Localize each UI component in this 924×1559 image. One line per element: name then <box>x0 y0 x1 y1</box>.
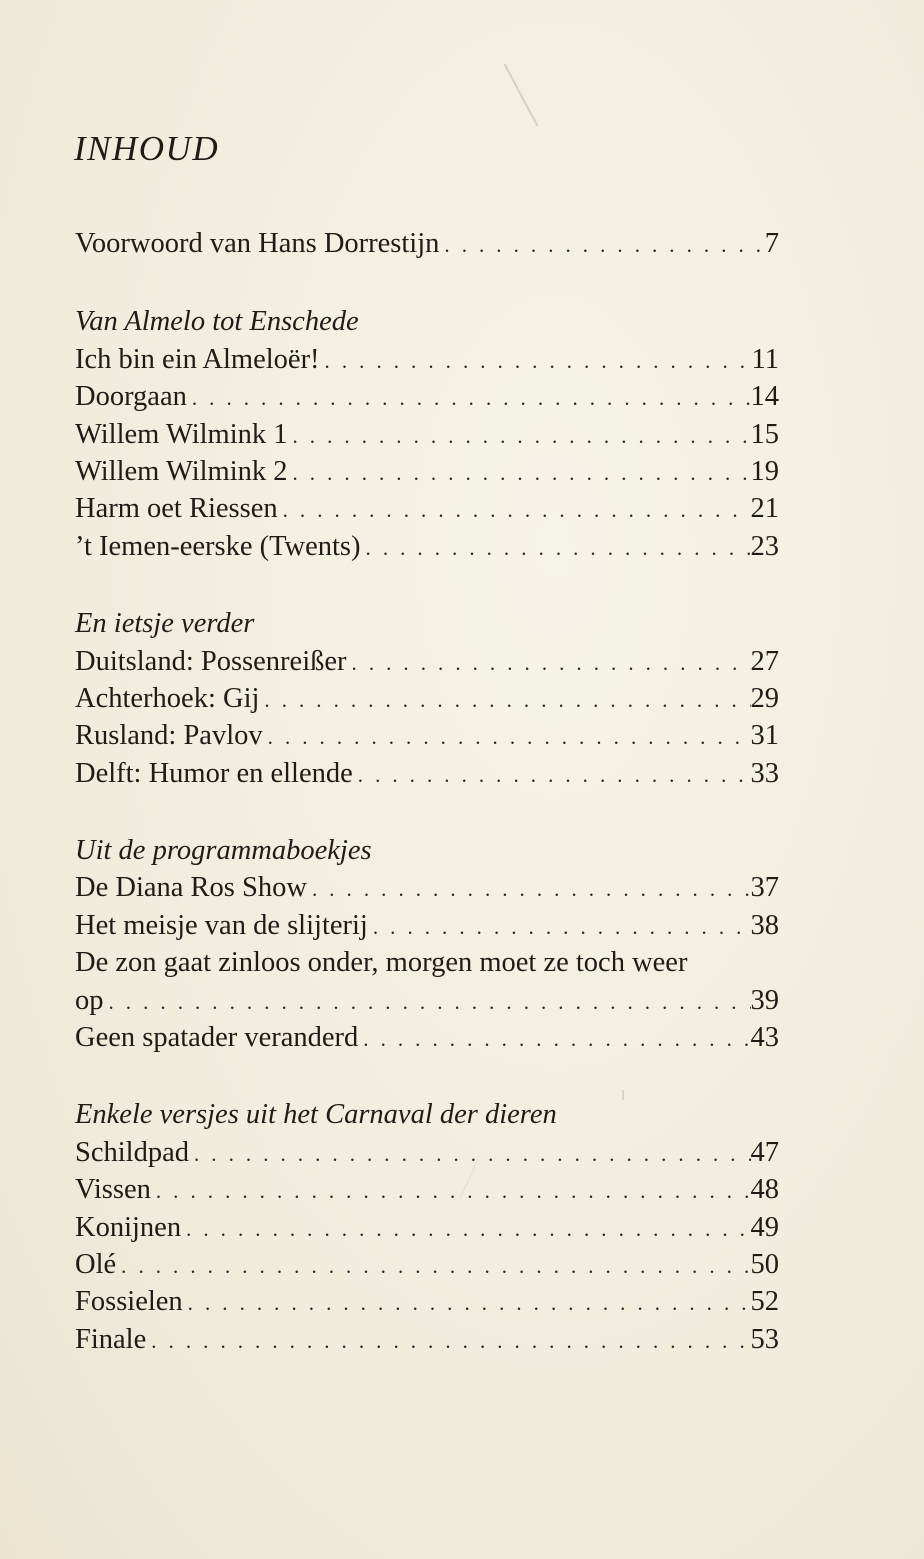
dot-leader <box>259 682 750 719</box>
toc-section-title: Van Almelo tot Enschede <box>75 306 359 338</box>
dot-leader <box>368 909 751 946</box>
toc-section-title: En ietsje verder <box>75 608 255 640</box>
toc-entry[interactable] <box>75 528 779 565</box>
toc-entry-foreword[interactable] <box>75 225 779 262</box>
toc-entry-title: Harm oet Riessen <box>75 493 278 525</box>
toc-entry[interactable] <box>75 453 779 490</box>
toc-entry-page: 21 <box>750 493 779 525</box>
toc-entry-page: 27 <box>750 645 779 677</box>
dot-leader <box>288 455 751 492</box>
toc-entry[interactable] <box>75 1134 779 1171</box>
dot-leader <box>189 1136 751 1173</box>
dot-leader <box>347 645 751 682</box>
toc-section-title: Enkele versjes uit het Carnaval der dieren <box>75 1099 557 1131</box>
toc-entry-page: 15 <box>750 418 779 450</box>
toc-entry[interactable] <box>75 490 779 527</box>
toc-entry-page: 38 <box>750 909 779 941</box>
toc-heading: INHOUD <box>74 129 220 168</box>
paper-blemish <box>504 64 539 127</box>
toc-entry-page: 48 <box>750 1174 779 1206</box>
toc-entry-title-continuation: op <box>75 984 104 1016</box>
dot-leader <box>146 1323 750 1360</box>
toc-entry[interactable] <box>75 643 779 680</box>
toc-entry-page: 52 <box>750 1286 779 1318</box>
toc-entry[interactable] <box>75 341 779 378</box>
toc-entry-title: Fossielen <box>75 1286 183 1318</box>
toc-entry[interactable] <box>75 1283 779 1320</box>
toc-entry-title: Finale <box>75 1323 147 1355</box>
dot-leader <box>151 1173 751 1210</box>
toc-entry-page: 37 <box>750 872 779 904</box>
toc-entry-title: Geen spatader veranderd <box>75 1022 359 1054</box>
toc-entry[interactable] <box>75 680 779 717</box>
toc-entry-title: De Diana Ros Show <box>75 872 307 904</box>
toc-entry-title: Achterhoek: Gij <box>75 682 260 714</box>
toc-entry-wrapped[interactable] <box>75 944 779 1019</box>
toc-entry-page: 50 <box>750 1248 779 1280</box>
toc-section <box>75 832 779 1056</box>
dot-leader <box>181 1211 750 1248</box>
toc-entry-page: 31 <box>750 720 779 752</box>
toc-entry[interactable] <box>75 1209 779 1246</box>
toc-section <box>75 605 779 792</box>
toc-entry-title: Willem Wilmink 1 <box>75 418 288 450</box>
toc-entry-title: Ich bin ein Almeloër! <box>75 343 320 375</box>
toc-entry-title: ’t Iemen-eerske (Twents) <box>75 530 361 562</box>
toc-section <box>75 303 779 565</box>
toc-entry-title: Doorgaan <box>75 381 187 413</box>
toc-entry-continuation <box>75 982 779 1019</box>
toc-entry-page: 14 <box>750 381 779 413</box>
dot-leader <box>439 227 764 264</box>
toc-entry[interactable] <box>75 1019 779 1056</box>
toc-entry[interactable] <box>75 869 779 906</box>
toc-entry[interactable] <box>75 378 779 415</box>
dot-leader <box>320 343 752 380</box>
toc-entry[interactable] <box>75 1246 779 1283</box>
toc-entry-page: 53 <box>750 1323 779 1355</box>
dot-leader <box>353 757 751 794</box>
toc-entry[interactable] <box>75 1321 779 1358</box>
dot-leader <box>263 719 751 756</box>
dot-leader <box>183 1285 751 1322</box>
dot-leader <box>278 492 751 529</box>
dot-leader <box>116 1248 750 1285</box>
dot-leader <box>307 871 751 908</box>
toc-entry-page: 39 <box>750 984 779 1016</box>
toc-entry[interactable] <box>75 907 779 944</box>
toc-entry-title: Schildpad <box>75 1136 189 1168</box>
toc-entry-page: 19 <box>750 455 779 487</box>
toc-entry-page: 33 <box>750 757 779 789</box>
toc-entry-page: 49 <box>750 1211 779 1243</box>
dot-leader <box>104 984 751 1021</box>
toc-entry[interactable] <box>75 416 779 453</box>
table-of-contents <box>75 225 779 1358</box>
toc-section <box>75 1096 779 1358</box>
toc-entry[interactable] <box>75 755 779 792</box>
toc-entry-title: Voorwoord van Hans Dorrestijn <box>75 228 440 259</box>
dot-leader <box>288 418 751 455</box>
toc-entry-page: 29 <box>750 682 779 714</box>
dot-leader <box>358 1021 750 1058</box>
toc-section-title: Uit de programmaboekjes <box>75 835 372 867</box>
toc-entry-title: Konijnen <box>75 1211 182 1243</box>
dot-leader <box>187 380 751 417</box>
toc-entry-page: 23 <box>750 530 779 562</box>
dot-leader <box>361 530 751 567</box>
toc-entry[interactable] <box>75 717 779 754</box>
toc-entry-page: 7 <box>764 228 779 259</box>
toc-entry-title: Duitsland: Possenreißer <box>75 645 347 677</box>
toc-entry-page: 47 <box>750 1136 779 1168</box>
toc-entry-title: Olé <box>75 1248 117 1280</box>
toc-entry-title: Rusland: Pavlov <box>75 720 263 752</box>
toc-entry[interactable] <box>75 1171 779 1208</box>
toc-entry-page: 43 <box>750 1022 779 1054</box>
toc-entry-title: Het meisje van de slijterij <box>75 909 368 941</box>
toc-entry-title: De zon gaat zinloos onder, morgen moet ze toch weer <box>75 947 688 979</box>
toc-entry-title: Vissen <box>75 1174 151 1206</box>
toc-entry-page: 11 <box>751 343 779 375</box>
toc-entry-title: Delft: Humor en ellende <box>75 757 353 789</box>
toc-entry-title: Willem Wilmink 2 <box>75 455 288 487</box>
